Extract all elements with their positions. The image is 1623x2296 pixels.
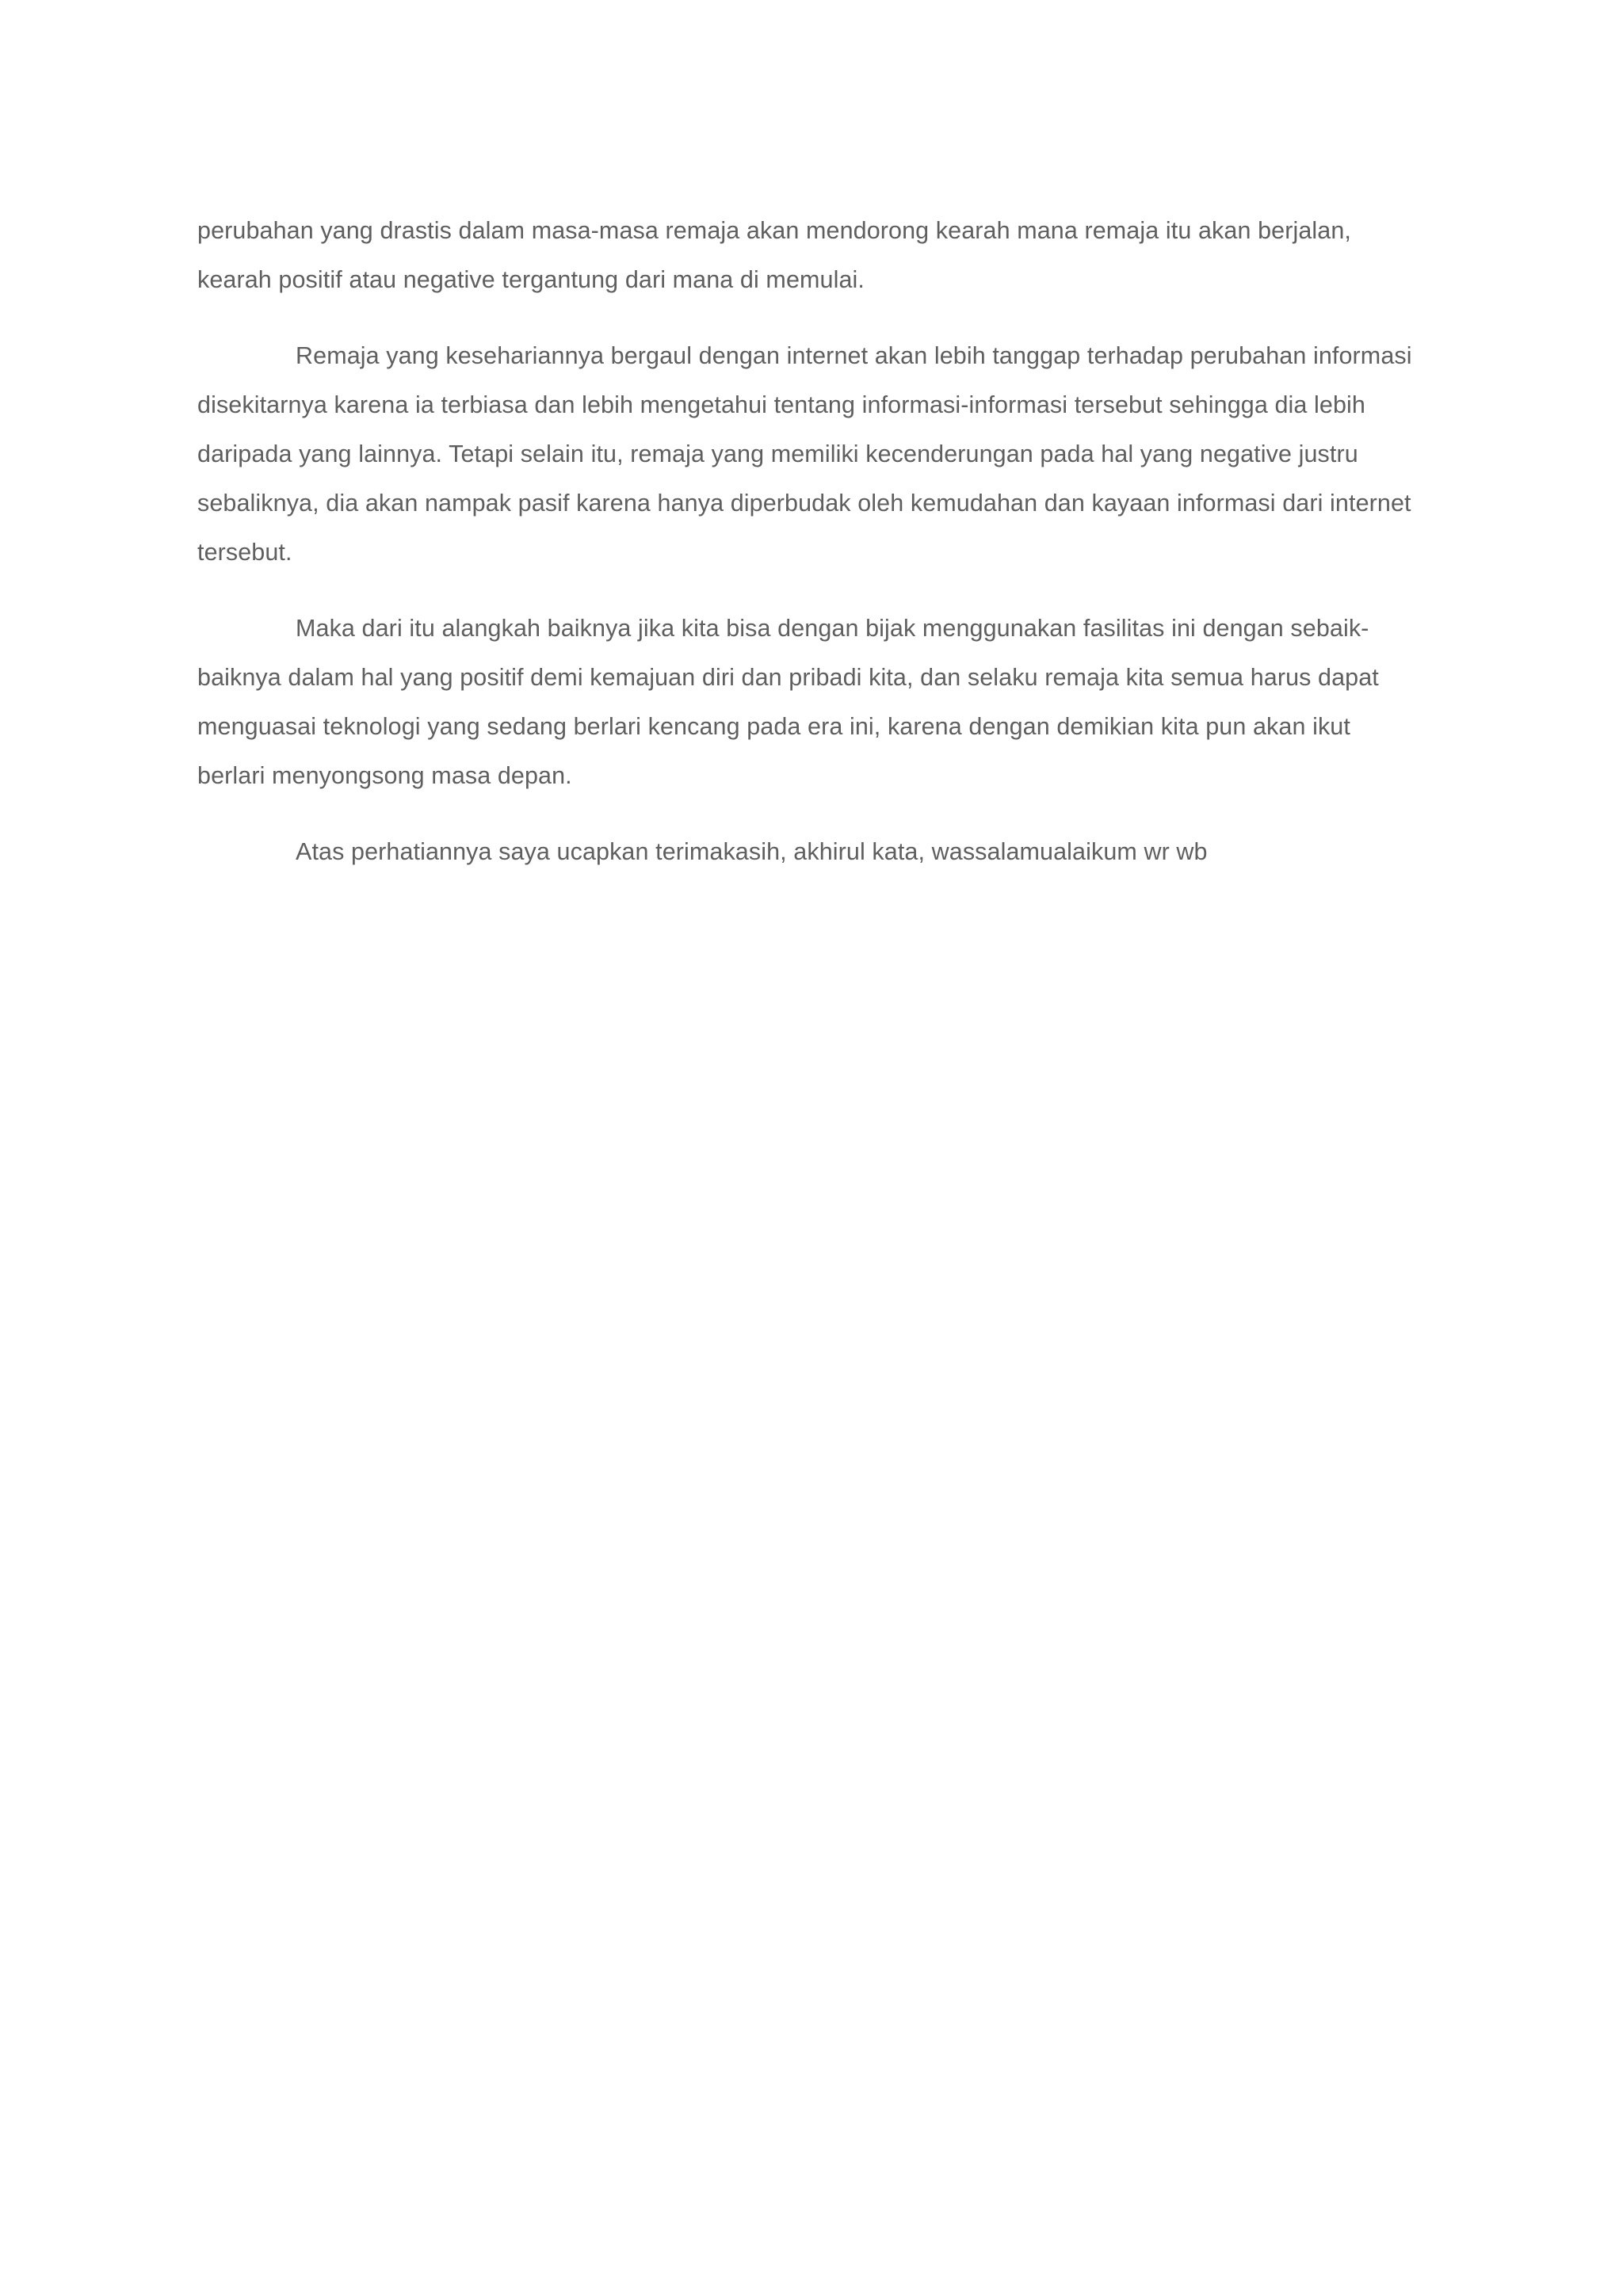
paragraph-line: sebaliknya, dia akan nampak pasif karena hanya diperbudak oleh kemudahan dan kayaan informasi dari internet xyxy=(197,490,1411,517)
document-body xyxy=(197,206,1442,903)
paragraph-line: disekitarnya karena ia terbiasa dan lebih mengetahui tentang informasi-informasi tersebut sehingga dia lebih xyxy=(197,391,1365,418)
paragraph-3 xyxy=(197,604,1442,800)
paragraph-line: berlari menyongsong masa depan. xyxy=(197,762,572,789)
paragraph-line: Atas perhatiannya saya ucapkan terimakasih, akhirul kata, wassalamualaikum wr wb xyxy=(296,838,1208,865)
paragraph-line: kearah positif atau negative tergantung dari mana di memulai. xyxy=(197,266,865,293)
paragraph-line: tersebut. xyxy=(197,539,292,566)
paragraph-line: menguasai teknologi yang sedang berlari kencang pada era ini, karena dengan demikian kita pun akan ikut xyxy=(197,713,1350,740)
paragraph-1 xyxy=(197,206,1442,304)
paragraph-2 xyxy=(197,331,1442,577)
paragraph-line: daripada yang lainnya. Tetapi selain itu, remaja yang memiliki kecenderungan pada hal yang negative justru xyxy=(197,441,1358,467)
paragraph-line: Maka dari itu alangkah baiknya jika kita bisa dengan bijak menggunakan fasilitas ini dengan sebaik- xyxy=(296,615,1369,642)
paragraph-line: perubahan yang drastis dalam masa-masa remaja akan mendorong kearah mana remaja itu akan berjalan, xyxy=(197,217,1351,244)
paragraph-line: baiknya dalam hal yang positif demi kemajuan diri dan pribadi kita, dan selaku remaja kita semua harus dapat xyxy=(197,664,1379,691)
paragraph-line: Remaja yang kesehariannya bergaul dengan internet akan lebih tanggap terhadap perubahan informasi xyxy=(296,342,1412,369)
paragraph-4 xyxy=(197,827,1442,876)
